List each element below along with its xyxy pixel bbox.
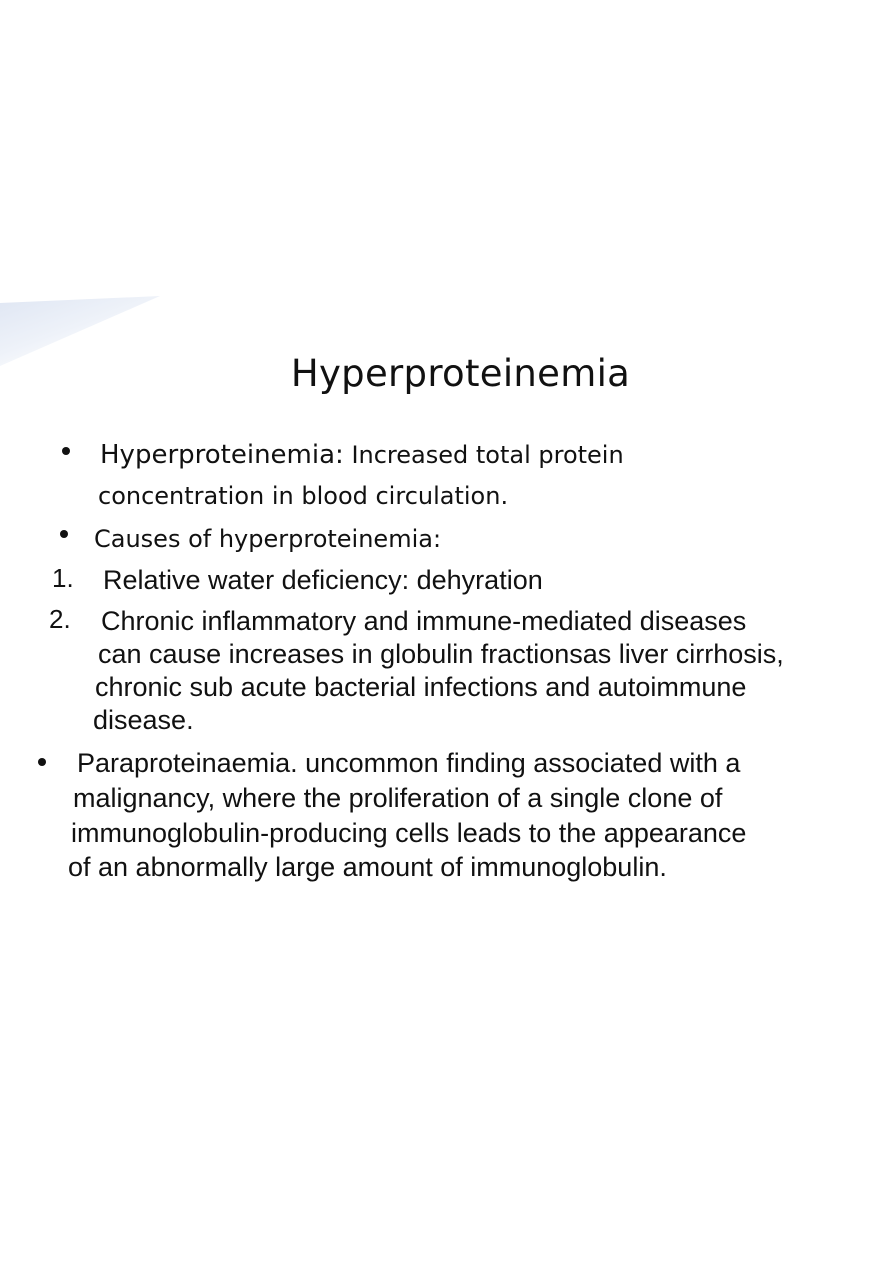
item2-line: disease. — [93, 705, 194, 735]
bullet1-line2: concentration in blood circulation. — [98, 482, 509, 510]
item1-text: Relative water deficiency: dehyration — [103, 565, 543, 595]
bullet3-line: malignancy, where the proliferation of a single clone of — [73, 783, 723, 813]
bullet3-line: of an abnormally large amount of immunoglobulin. — [68, 852, 667, 882]
bullet-icon — [62, 447, 70, 455]
bullet3-line: immunoglobulin-producing cells leads to the appearance — [71, 818, 747, 848]
bullet1-term: Hyperproteinemia: — [100, 440, 344, 470]
bullet-icon — [60, 530, 68, 538]
item1-marker: 1. — [52, 563, 74, 593]
bullet-icon — [38, 758, 46, 766]
item2-line: Chronic inflammatory and immune-mediated diseases — [101, 606, 747, 636]
item2-line: chronic sub acute bacterial infections and autoimmune — [95, 672, 747, 702]
bullet1-line1 — [100, 440, 624, 470]
slide-title: Hyperproteinemia — [290, 352, 631, 395]
item2-marker: 2. — [49, 604, 71, 634]
bullet2-text: Causes of hyperproteinemia: — [94, 525, 442, 553]
item2-line: can cause increases in globulin fractionsas liver cirrhosis, — [98, 639, 784, 669]
bullet1-rest: Increased total protein — [351, 441, 624, 469]
bullet3-line: Paraproteinaemia. uncommon finding associated with a — [77, 748, 741, 778]
